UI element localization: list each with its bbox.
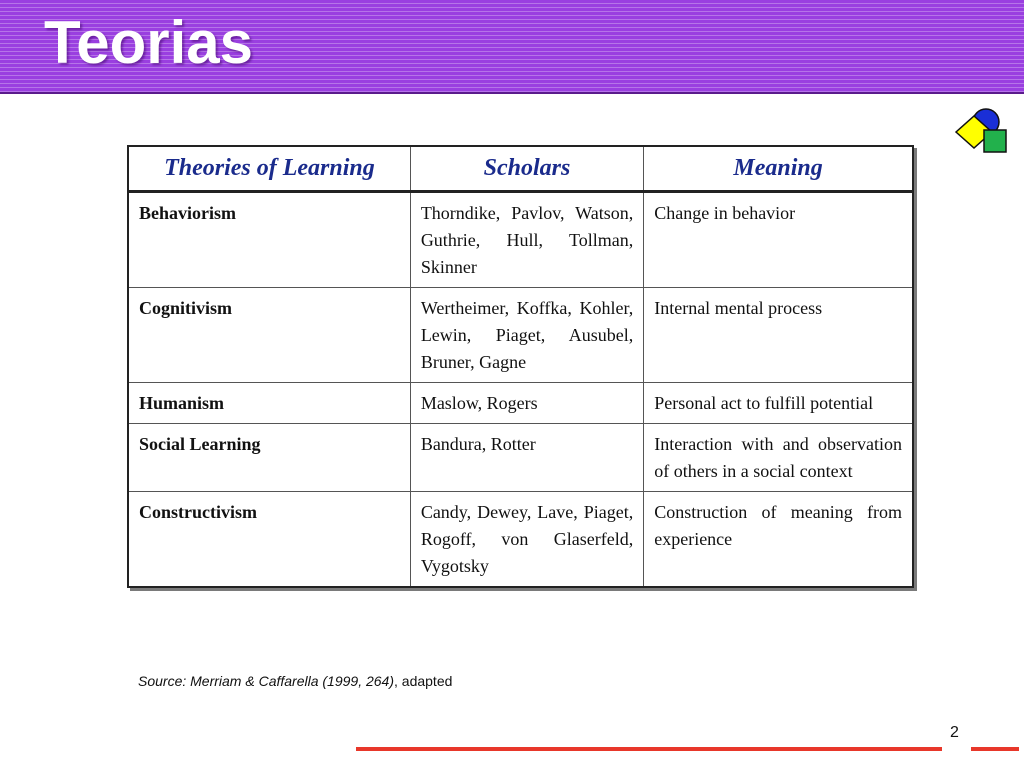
table-row <box>128 383 913 424</box>
table-row <box>128 424 913 492</box>
meaning-cell: Internal mental process <box>644 288 913 383</box>
title-bar <box>0 0 1024 94</box>
theory-cell: Constructivism <box>128 492 410 588</box>
scholars-cell: Bandura, Rotter <box>410 424 643 492</box>
meaning-cell: Personal act to fulfill potential <box>644 383 913 424</box>
source-suffix: , adapted <box>394 673 453 689</box>
table-header-row <box>128 146 913 192</box>
meaning-cell: Construction of meaning from experience <box>644 492 913 588</box>
scholars-cell: Thorndike, Pavlov, Watson, Guthrie, Hull, Tollman, Skinner <box>410 192 643 288</box>
meaning-cell: Change in behavior <box>644 192 913 288</box>
source-citation-text: Source: Merriam & Caffarella (1999, 264) <box>138 673 394 689</box>
meaning-cell: Interaction with and observation of others in a social context <box>644 424 913 492</box>
theory-cell: Cognitivism <box>128 288 410 383</box>
header-meaning: Meaning <box>644 146 913 192</box>
theory-cell: Humanism <box>128 383 410 424</box>
slide-title: Teorias <box>44 9 253 76</box>
footer-line <box>971 747 1019 751</box>
scholars-cell: Maslow, Rogers <box>410 383 643 424</box>
page-number: 2 <box>950 724 959 741</box>
table-row <box>128 492 913 588</box>
scholars-cell: Candy, Dewey, Lave, Piaget, Rogoff, von Glaserfeld, Vygotsky <box>410 492 643 588</box>
source-citation <box>138 673 452 689</box>
theory-cell: Behaviorism <box>128 192 410 288</box>
scholars-cell: Wertheimer, Koffka, Kohler, Lewin, Piaget, Ausubel, Bruner, Gagne <box>410 288 643 383</box>
theory-cell: Social Learning <box>128 424 410 492</box>
shapes-icon <box>952 106 1012 158</box>
table-row <box>128 288 913 383</box>
header-theories: Theories of Learning <box>128 146 410 192</box>
table-row <box>128 192 913 288</box>
theories-table <box>127 145 914 588</box>
footer-line <box>356 747 942 751</box>
header-scholars: Scholars <box>410 146 643 192</box>
